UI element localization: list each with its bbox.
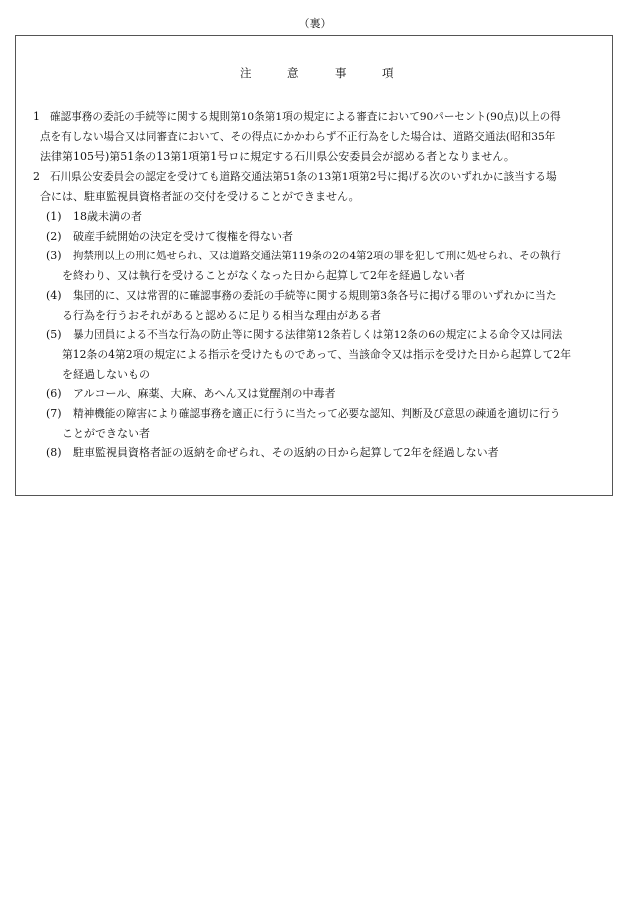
subitem-line: 第12条の4第2項の規定による指示を受けたものであって、当該命令又は指示を受けた日から起算して2年 bbox=[62, 348, 572, 361]
subitem-number: (5) bbox=[46, 328, 62, 341]
item-2-number: 2 bbox=[33, 170, 40, 183]
subitem-line: 破産手続開始の決定を受けて復権を得ない者 bbox=[73, 230, 293, 243]
item-2-line: 石川県公安委員会の認定を受けても道路交通法第51条の13第1項第2号に掲げる次のいずれかに該当する場 bbox=[50, 171, 557, 183]
notice-title-char-1: 注 bbox=[240, 66, 252, 80]
subitem-line: 駐車監視員資格者証の返納を命ぜられ、その返納の日から起算して2年を経過しない者 bbox=[73, 446, 499, 459]
item-1-number: 1 bbox=[33, 110, 40, 123]
subitem-line: を終わり、又は執行を受けることがなくなった日から起算して2年を経過しない者 bbox=[62, 269, 465, 282]
subitem-line: 暴力団員による不当な行為の防止等に関する法律第12条若しくは第12条の6の規定による命令又は同法 bbox=[73, 329, 563, 341]
subitem-line: る行為を行うおそれがあると認めるに足りる相当な理由がある者 bbox=[62, 309, 381, 322]
item-2-line: 合には、駐車監視員資格者証の交付を受けることができません。 bbox=[40, 190, 360, 203]
subitem-number: (6) bbox=[46, 387, 62, 400]
notice-title bbox=[0, 65, 630, 81]
subitem-number: (3) bbox=[46, 249, 62, 262]
subitem-number: (2) bbox=[46, 230, 62, 243]
subitem-number: (1) bbox=[46, 210, 62, 223]
subitem-line: を経過しないもの bbox=[62, 368, 150, 381]
item-1-line: 確認事務の委託の手続等に関する規則第10条第1項の規定による審査において90パーセント(90点)以上の得 bbox=[50, 111, 561, 123]
subitem-number: (7) bbox=[46, 407, 62, 420]
subitem-number: (8) bbox=[46, 446, 62, 459]
item-1-line: 法律第105号)第51条の13第1項第1号ロに規定する石川県公安委員会が認める者となりません。 bbox=[40, 150, 515, 163]
subitem-line: アルコール、麻薬、大麻、あへん又は覚醒剤の中毒者 bbox=[73, 387, 336, 400]
notice-title-char-4: 項 bbox=[382, 66, 394, 80]
subitem-number: (4) bbox=[46, 289, 62, 302]
notice-title-char-3: 事 bbox=[335, 66, 347, 80]
subitem-line: 集団的に、又は常習的に確認事務の委託の手続等に関する規則第3条各号に掲げる罪のいずれかに当た bbox=[73, 290, 557, 302]
subitem-line: 18歳未満の者 bbox=[73, 210, 142, 223]
subitem-line: ことができない者 bbox=[62, 427, 150, 440]
notice-title-char-2: 意 bbox=[287, 66, 299, 80]
reverse-side-label: （裏） bbox=[298, 17, 332, 30]
subitem-line: 拘禁刑以上の刑に処せられ、又は道路交通法第119条の2の4第2項の罪を犯して刑に処せられ、その執行 bbox=[73, 250, 561, 262]
item-1-line: 点を有しない場合又は同審査において、その得点にかかわらず不正行為をした場合は、道路交通法(昭和35年 bbox=[40, 131, 556, 143]
subitem-line: 精神機能の障害により確認事務を適正に行うに当たって必要な認知、判断及び意思の疎通を適切に行う bbox=[73, 408, 561, 420]
